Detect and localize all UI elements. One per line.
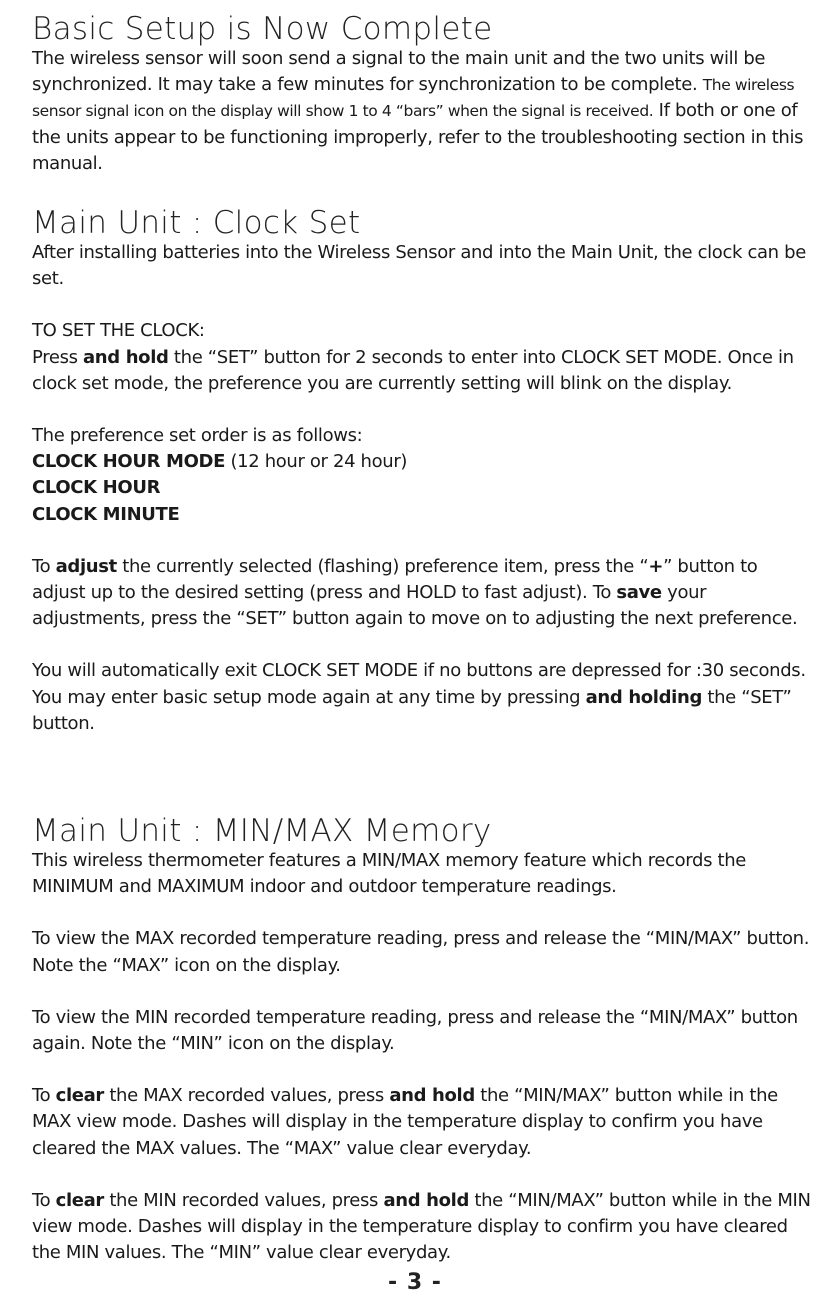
text: the “MIN/MAX” button while in the MIN view mode. Dashes will display in the temperature display to confirm you have cleared the MIN values. The “MIN” value clear everyday. (32, 1189, 811, 1264)
bold-text: and hold (83, 346, 169, 368)
text: The wireless sensor will soon send a signal to the main unit and the two units will be synchronized. It may take a few minutes for synchronization to be complete. (32, 48, 766, 96)
text: your adjustments, press the “SET” button again to move on to adjusting the next preference. (32, 582, 798, 630)
text: You will automatically exit CLOCK SET MODE if no buttons are depressed for :30 seconds. You may enter basic setup mode again at any time by pressing (32, 660, 806, 708)
clear-max-paragraph (32, 1083, 814, 1162)
bold-text: save (616, 582, 662, 604)
text: To (32, 555, 56, 577)
clock-press-paragraph (32, 345, 814, 397)
text: the MAX recorded values, press (103, 1085, 390, 1107)
bold-text: clear (55, 1085, 104, 1107)
text: To (32, 1189, 56, 1211)
clear-min-paragraph (32, 1188, 814, 1267)
text: If both or one of the units appear to be functioning improperly, refer to the troubleshooting section in this manual. (32, 100, 804, 174)
view-min-paragraph: To view the MIN recorded temperature reading, press and release the “MIN/MAX” button again. Note the “MIN” icon on the display. (32, 1006, 798, 1055)
text: the currently selected (flashing) preference item, press the “ (116, 555, 649, 577)
basic-setup-paragraph (32, 46, 814, 177)
text: the “MIN/MAX” button while in the MAX view mode. Dashes will display in the temperature display to confirm you have cleared the MAX values. The “MAX” value clear everyday. (32, 1085, 778, 1159)
bold-text: clear (55, 1189, 104, 1211)
bold-text: adjust (55, 555, 117, 577)
bold-text: and holding (585, 686, 702, 708)
bold-text: and hold (383, 1189, 470, 1211)
order-label: The preference set order is as follows: (32, 425, 363, 447)
order-item-1 (32, 449, 814, 475)
view-max-paragraph: To view the MAX recorded temperature reading, press and release the “MIN/MAX” button. Note the “MAX” icon on the display. (32, 928, 810, 976)
exit-paragraph (32, 658, 814, 737)
section-minmax (32, 814, 814, 1266)
order-item-2 (32, 475, 814, 501)
bold-text: + (648, 555, 664, 577)
text: Press (32, 346, 83, 368)
clock-intro: After installing batteries into the Wireless Sensor and into the Main Unit, the clock can be set. (32, 242, 806, 290)
bold-text: CLOCK HOUR MODE (32, 451, 226, 473)
heading-clock-set: Main Unit : Clock Set (32, 205, 361, 241)
page-number: - 3 - (388, 1270, 442, 1295)
bold-text: CLOCK MINUTE (32, 503, 180, 525)
text-small: The wireless sensor signal icon on the display will show 1 to 4 “bars” when the signal is received. (32, 76, 795, 121)
bold-text: CLOCK HOUR (32, 477, 161, 499)
text: (12 hour or 24 hour) (225, 451, 408, 473)
minmax-intro: This wireless thermometer features a MIN/MAX memory feature which records the MINIMUM and MAXIMUM indoor and outdoor temperature readings. (32, 850, 746, 898)
heading-basic-setup: Basic Setup is Now Complete (32, 11, 493, 47)
bold-text: and hold (389, 1085, 475, 1107)
order-item-3 (32, 502, 814, 528)
text: the “SET” button for 2 seconds to enter into CLOCK SET MODE. Once in clock set mode, the preference you are currently setting will blink on the display. (32, 346, 794, 394)
to-set-label: TO SET THE CLOCK: (32, 320, 205, 342)
text: the MIN recorded values, press (103, 1189, 384, 1211)
section-basic-setup (32, 12, 814, 177)
adjust-paragraph (32, 554, 814, 633)
text: ” button to adjust up to the desired setting (press and HOLD to fast adjust). To (32, 555, 758, 604)
text: the “SET” button. (32, 686, 792, 734)
section-clock-set (32, 206, 814, 737)
text: To (32, 1085, 56, 1107)
heading-minmax: Main Unit : MIN/MAX Memory (32, 813, 492, 849)
